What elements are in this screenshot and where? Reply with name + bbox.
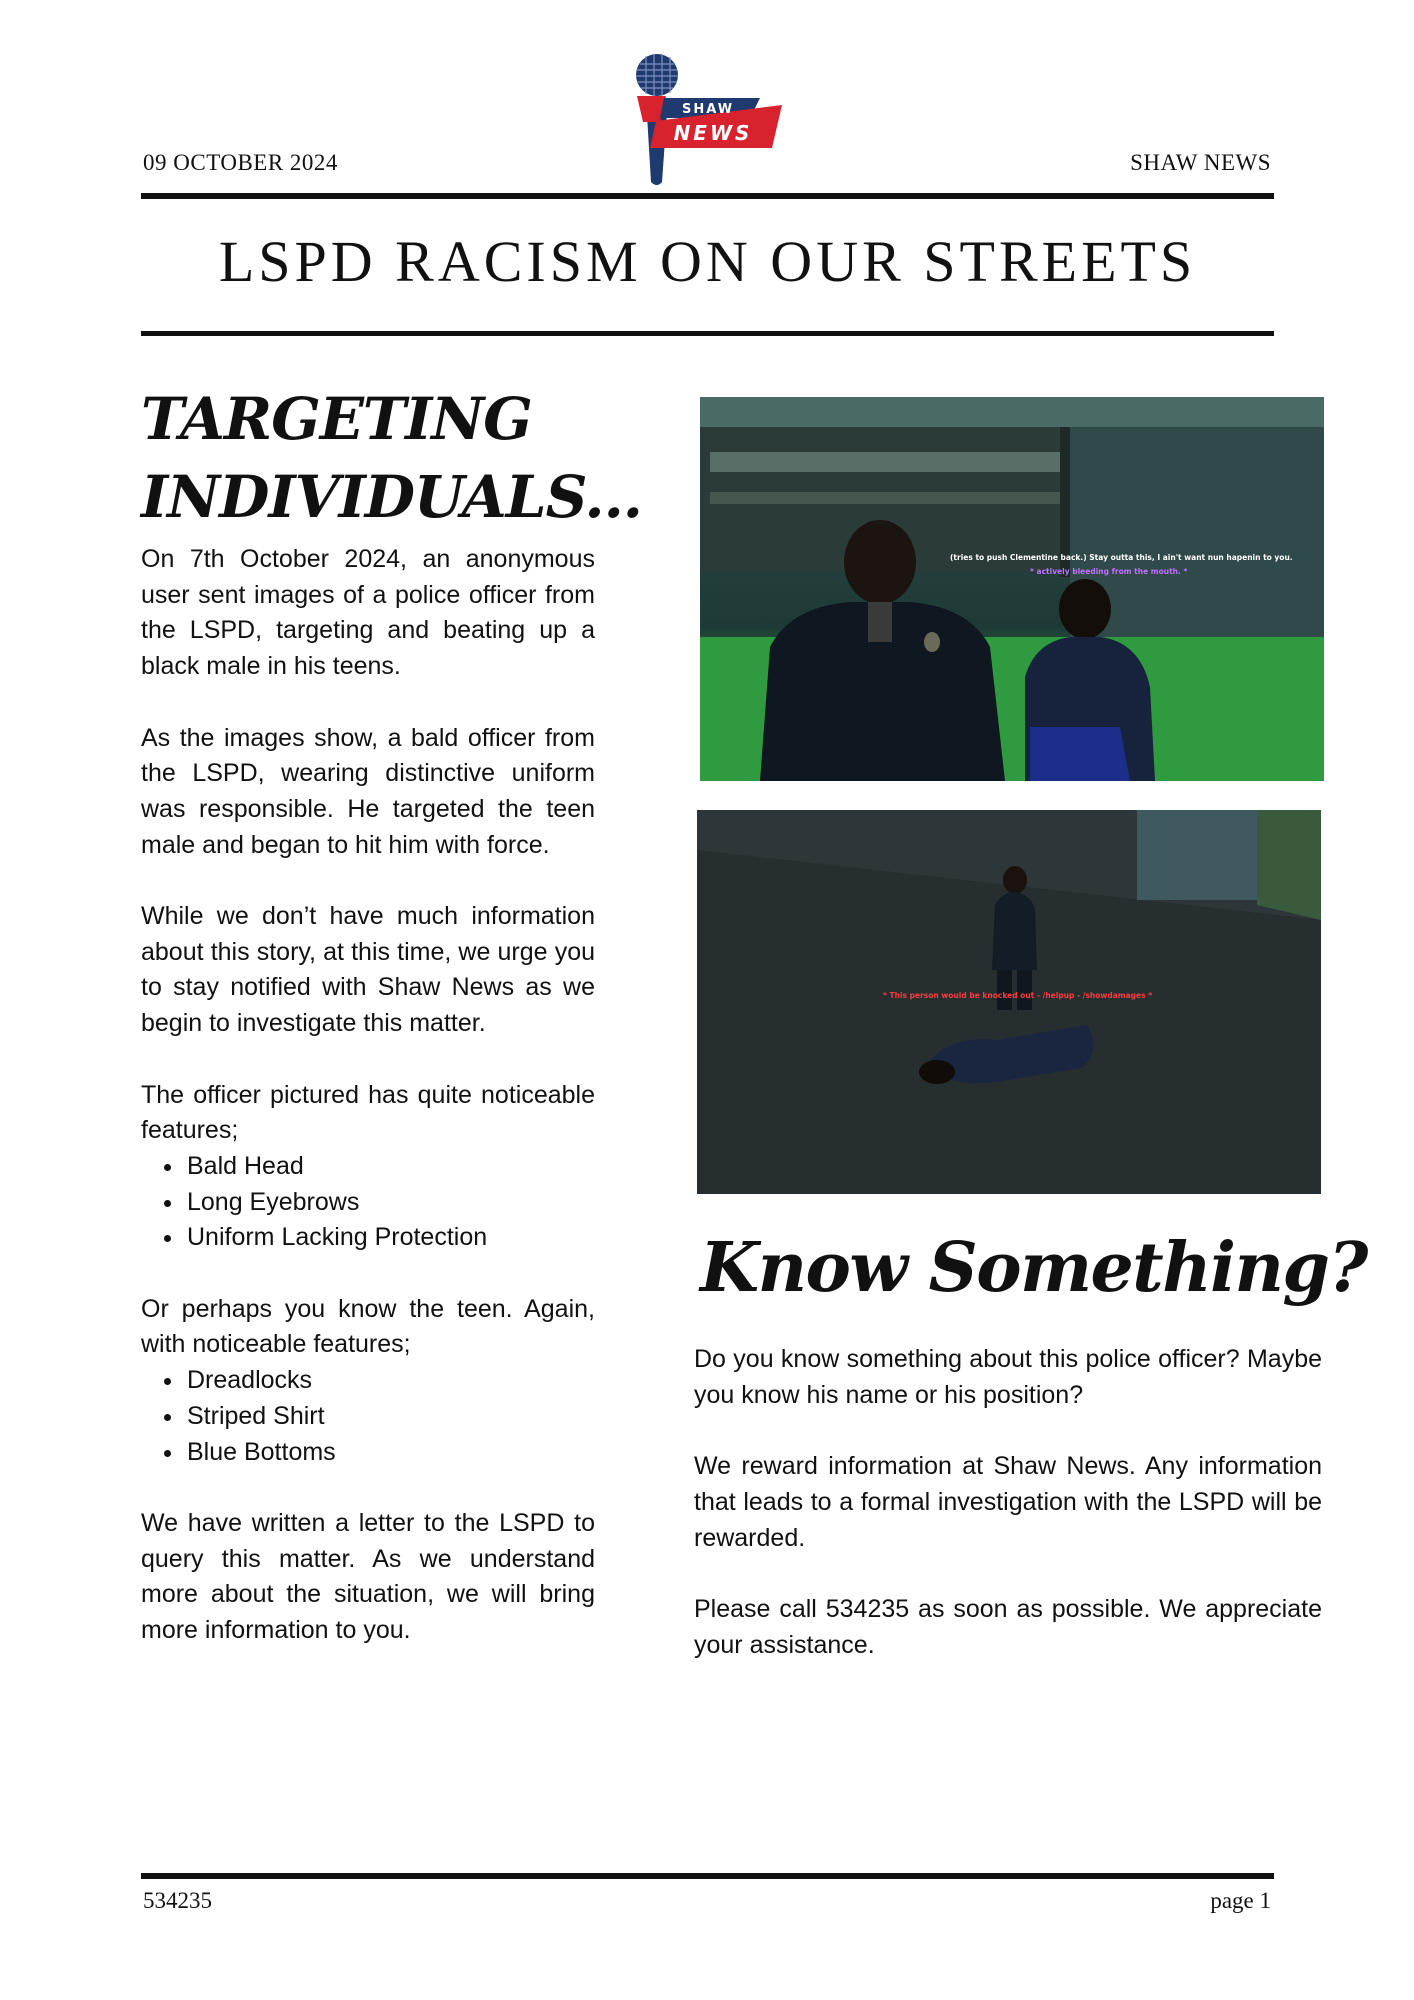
page-number: page 1	[1210, 1888, 1271, 1913]
left-column	[141, 380, 642, 1649]
footer-phone: 534235	[143, 1888, 212, 1913]
photo-officer-standing-over-teen	[697, 810, 1321, 1194]
paragraph-letter: We have written a letter to the LSPD to query this matter. As we understand more about the situation, we will bring more information to you.	[141, 1508, 595, 1645]
paragraph-question: Do you know something about this police officer? Maybe you know his name or his position?	[694, 1345, 1322, 1409]
paragraph-reward: We reward information at Shaw News. Any information that leads to a formal investigation with the LSPD will be rewarded.	[694, 1452, 1322, 1552]
issue-date: 09 OCTOBER 2024	[143, 150, 338, 175]
paragraph-urge: While we don’t have much information about this story, at this time, we urge you to stay notified with Shaw News as we begin to investigate this matter.	[141, 902, 595, 1038]
chat-line-2: * actively bleeding from the mouth. *	[1030, 567, 1188, 576]
header-rule	[141, 193, 1274, 199]
list-item: • Striped Shirt	[185, 1399, 595, 1435]
article-heading	[141, 380, 642, 536]
list-item: • Uniform Lacking Protection	[185, 1220, 595, 1256]
publication-name: SHAW NEWS	[1130, 150, 1271, 175]
logo-shaw-text: SHAW	[681, 102, 735, 117]
page-title: LSPD RACISM ON OUR STREETS	[218, 229, 1197, 294]
paragraph-call: Please call 534235 as soon as possible. We appreciate your assistance.	[694, 1594, 1322, 1659]
teen-features-list	[141, 1363, 595, 1470]
paragraph-intro: On 7th October 2024, an anonymous user sent images of a police officer from the LSPD, targeting and beating up a black male in his teens.	[141, 545, 595, 681]
paragraph-officer-features: The officer pictured has quite noticeable features;	[141, 1080, 595, 1145]
title-rule	[141, 331, 1274, 336]
list-item: • Long Eyebrows	[185, 1185, 595, 1221]
know-something-heading: Know Something?	[700, 1228, 1367, 1308]
chat-line-knocked-out: * This person would be knocked out - /helpup - /showdamages *	[883, 991, 1153, 1000]
heading-line-2: INDIVIDUALS...	[141, 463, 642, 531]
list-item: • Dreadlocks	[185, 1363, 595, 1399]
heading-line-1: TARGETING	[141, 385, 532, 453]
shaw-news-logo	[610, 52, 800, 188]
footer-rule	[141, 1873, 1274, 1879]
list-item: • Bald Head	[185, 1149, 595, 1185]
paragraph-images: As the images show, a bald officer from the LSPD, wearing distinctive uniform was responsible. He targeted the teen male and began to hit him with force.	[141, 723, 595, 859]
logo-news-text: NEWS	[673, 121, 753, 145]
photo-2-scene	[697, 810, 1321, 1194]
paragraph-teen-features: Or perhaps you know the teen. Again, with noticeable features;	[141, 1294, 595, 1359]
list-item: • Blue Bottoms	[185, 1435, 595, 1471]
photo-1-scene	[700, 397, 1324, 781]
photo-officer-and-teen	[700, 397, 1324, 781]
right-column	[694, 1342, 1322, 1663]
chat-line-1: (tries to push Clementine back.) Stay outta this, I ain't want nun hapenin to you.	[950, 553, 1293, 562]
officer-features-list	[141, 1149, 595, 1256]
